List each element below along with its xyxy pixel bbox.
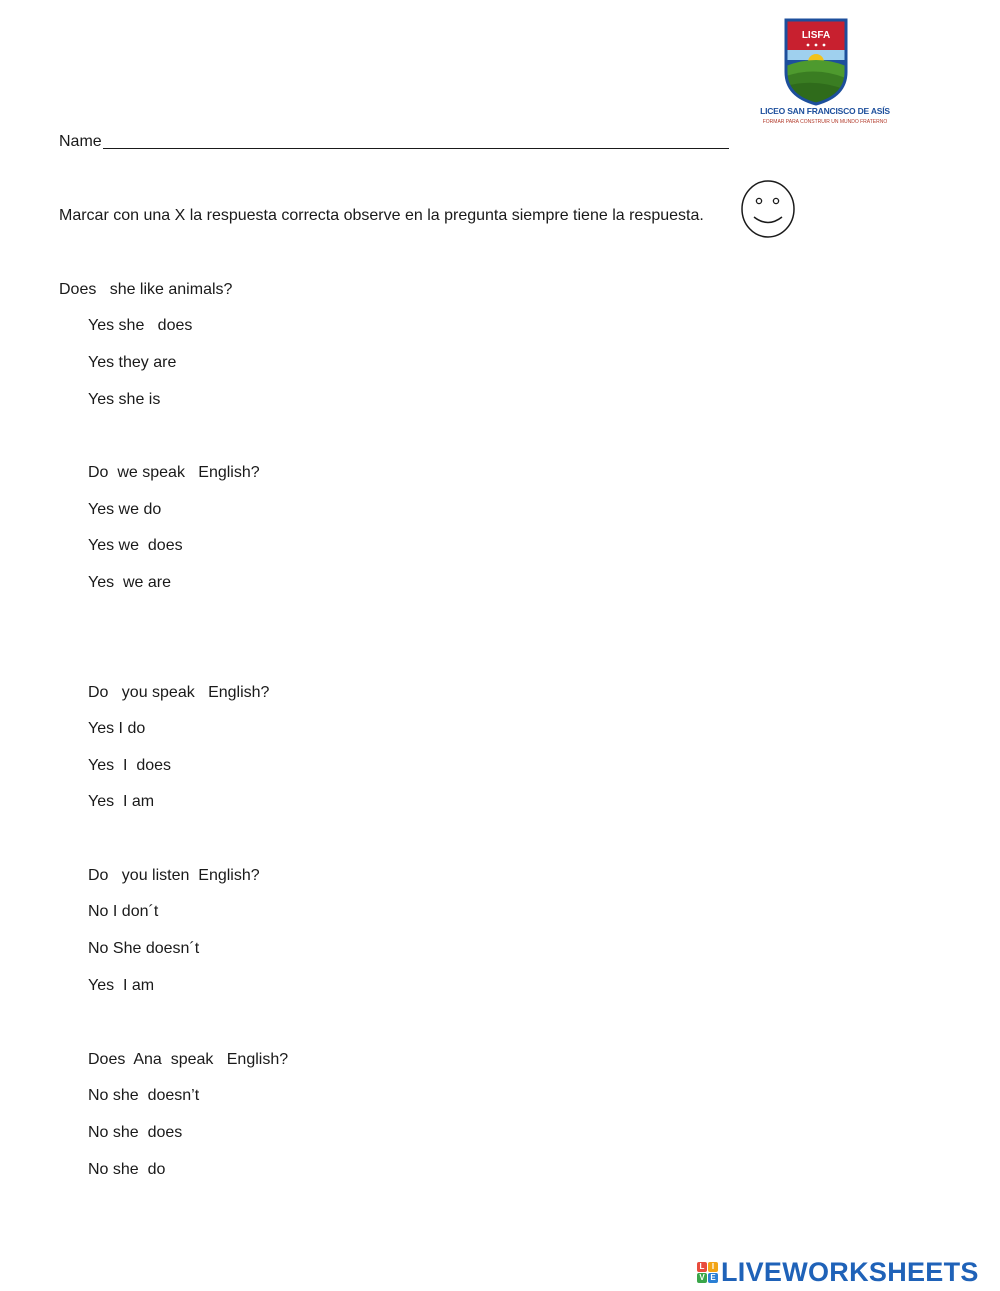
question-prompt: Do you listen English? [88, 867, 260, 884]
answer-option[interactable]: Yes we does [88, 537, 183, 554]
answer-option[interactable]: Yes I am [88, 793, 155, 810]
answer-option[interactable]: No she doesn’t [88, 1087, 200, 1104]
brand-badge-letter: L [697, 1262, 707, 1272]
answer-option[interactable]: No She doesn´t [88, 940, 200, 957]
question-prompt: Do you speak English? [88, 684, 270, 701]
brand-badge-letter: I [708, 1262, 718, 1272]
question-prompt: Do we speak English? [88, 464, 260, 481]
answer-option[interactable]: Yes we are [88, 574, 172, 591]
name-underline[interactable] [103, 148, 729, 149]
name-field[interactable] [59, 132, 729, 152]
answer-option[interactable]: Yes they are [88, 354, 177, 371]
answer-option[interactable]: No she do [88, 1161, 166, 1178]
liveworksheets-logo-icon [697, 1262, 718, 1283]
question-prompt: Does Ana speak English? [88, 1051, 289, 1068]
liveworksheets-brand [697, 1257, 979, 1288]
school-shield-icon [752, 18, 898, 106]
instructions: Marcar con una X la respuesta correcta observe en la pregunta siempre tiene la respuesta. [59, 207, 704, 224]
logo-badge-text: LISFA [801, 30, 831, 41]
logo-tagline: FORMAR PARA CONSTRUIR UN MUNDO FRATERNO [762, 119, 888, 125]
answer-option[interactable]: No she does [88, 1124, 183, 1141]
smiley-face-icon [740, 180, 798, 240]
answer-option[interactable]: Yes I does [88, 757, 172, 774]
answer-option[interactable]: Yes I do [88, 720, 146, 737]
logo-school-name: LICEO SAN FRANCISCO DE ASÍS [760, 106, 890, 116]
answer-option[interactable]: Yes she does [88, 317, 193, 334]
brand-badge-letter: E [708, 1273, 718, 1283]
brand-text: LIVEWORKSHEETS [721, 1257, 979, 1287]
answer-option[interactable]: No I don´t [88, 903, 159, 920]
answer-option[interactable]: Yes we do [88, 501, 162, 518]
brand-badge-letter: V [697, 1273, 707, 1283]
school-logo [752, 18, 898, 130]
answer-option[interactable]: Yes I am [88, 977, 155, 994]
answer-option[interactable]: Yes she is [88, 391, 161, 408]
name-label: Name [59, 133, 102, 150]
question-prompt: Does she like animals? [59, 281, 233, 298]
